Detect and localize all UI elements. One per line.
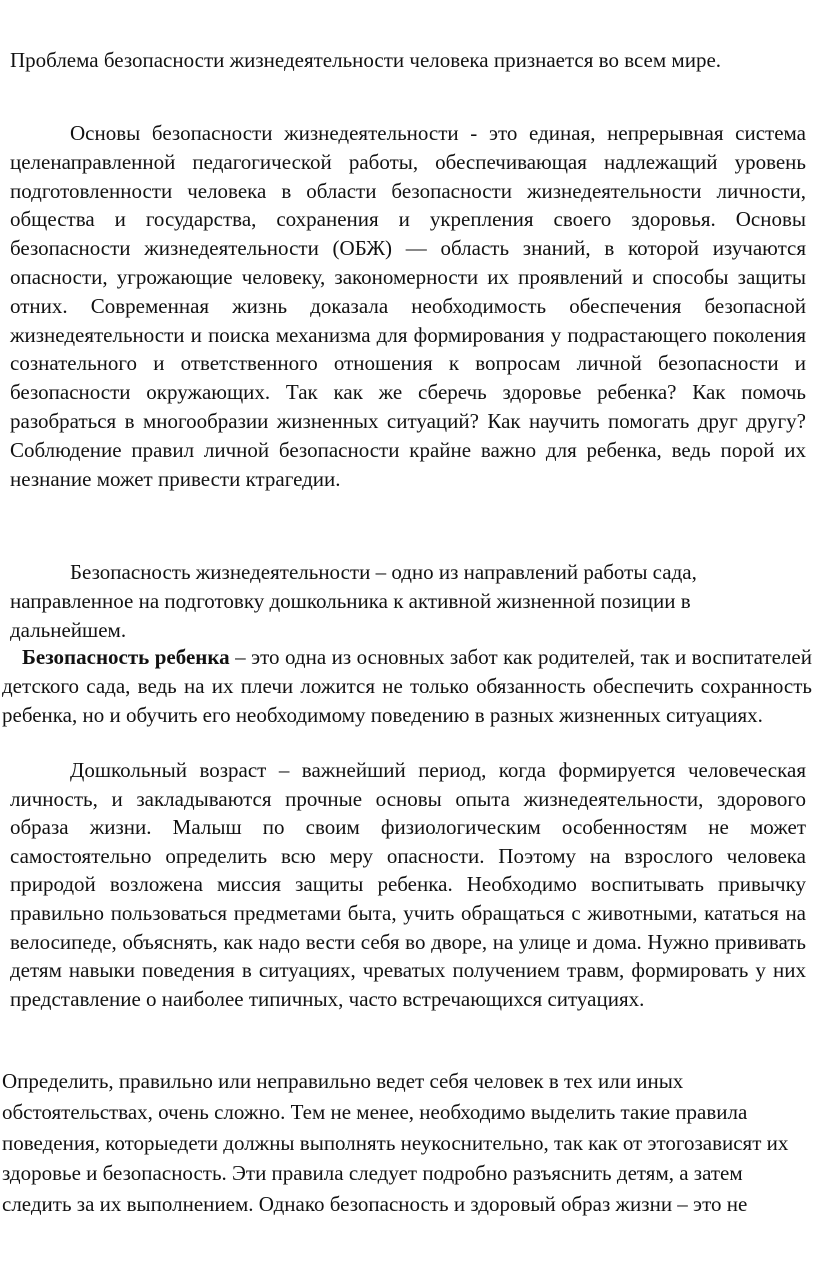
paragraph-intro: Проблема безопасности жизнедеятельности человека признается во всем мире. (10, 48, 722, 72)
paragraph-child-safety (2, 643, 812, 730)
child-safety-text: – это одна из основных забот как родителей, так и воспитателей детского сада, ведь на их плечи ложится не только обязанность обеспечить сохранность ребенка, но и обучить его необходимому поведению в разных жизненных ситуациях. (2, 645, 812, 727)
paragraph-obzh-definition: Основы безопасности жизнедеятельности - это единая, непрерывная система целенаправленной педагогической работы, обеспечивающая надлежащий уровень подготовленности человека в области безопасности жизнедеятельности личности, общества и государства, сохранения и укрепления своего здоровья. Основы безопасности жизнедеятельности (ОБЖ) — область знаний, в которой изучаются опасности, угрожающие человеку, закономерности их проявлений и способы защиты отних. Современная жизнь доказала необходимость обеспечения безопасной жизнедеятельности и поиска механизма для формирования у подрастающего поколения сознательного и ответственного отношения к вопросам личной безопасности и безопасности окружающих. Так как же сберечь здоровье ребенка? Как помочь разобраться в многообразии жизненных ситуаций? Как научить помогать друг другу? Соблюдение правил личной безопасности крайне важно для ребенка, ведь порой их незнание может привести ктрагедии. (10, 121, 806, 491)
paragraph-preschool-age: Дошкольный возраст – важнейший период, когда формируется человеческая личность, и закладываются прочные основы опыта жизнедеятельности, здорового образа жизни. Малыш по своим физиологическим особенностям не может самостоятельно определить всю меру опасности. Поэтому на взрослого человека природой возложена миссия защиты ребенка. Необходимо воспитывать привычку правильно пользоваться предметами быта, учить обращаться с животными, кататься на велосипеде, объяснять, как надо вести себя во дворе, на улице и дома. Нужно прививать детям навыки поведения в ситуациях, чреватых получением травм, формировать у них представление о наиболее типичных, часто встречающихся ситуациях. (10, 758, 806, 1011)
paragraph-kindergarten-direction: Безопасность жизнедеятельности – одно из направлений работы сада, направленное на подготовку дошкольника к активной жизненной позиции в дальнейшем. (10, 560, 697, 642)
child-safety-term: Безопасность ребенка (22, 645, 230, 669)
paragraph-behavior-rules: Определить, правильно или неправильно ведет себя человек в тех или иных обстоятельствах, очень сложно. Тем не менее, необходимо выделить такие правила поведения, которыедети должны выполнять неукоснительно, так как от этогозависят их здоровье и безопасность. Эти правила следует подробно разъяснить детям, а затем следить за их выполнением. Однако безопасность и здоровый образ жизни – это не (2, 1069, 789, 1217)
